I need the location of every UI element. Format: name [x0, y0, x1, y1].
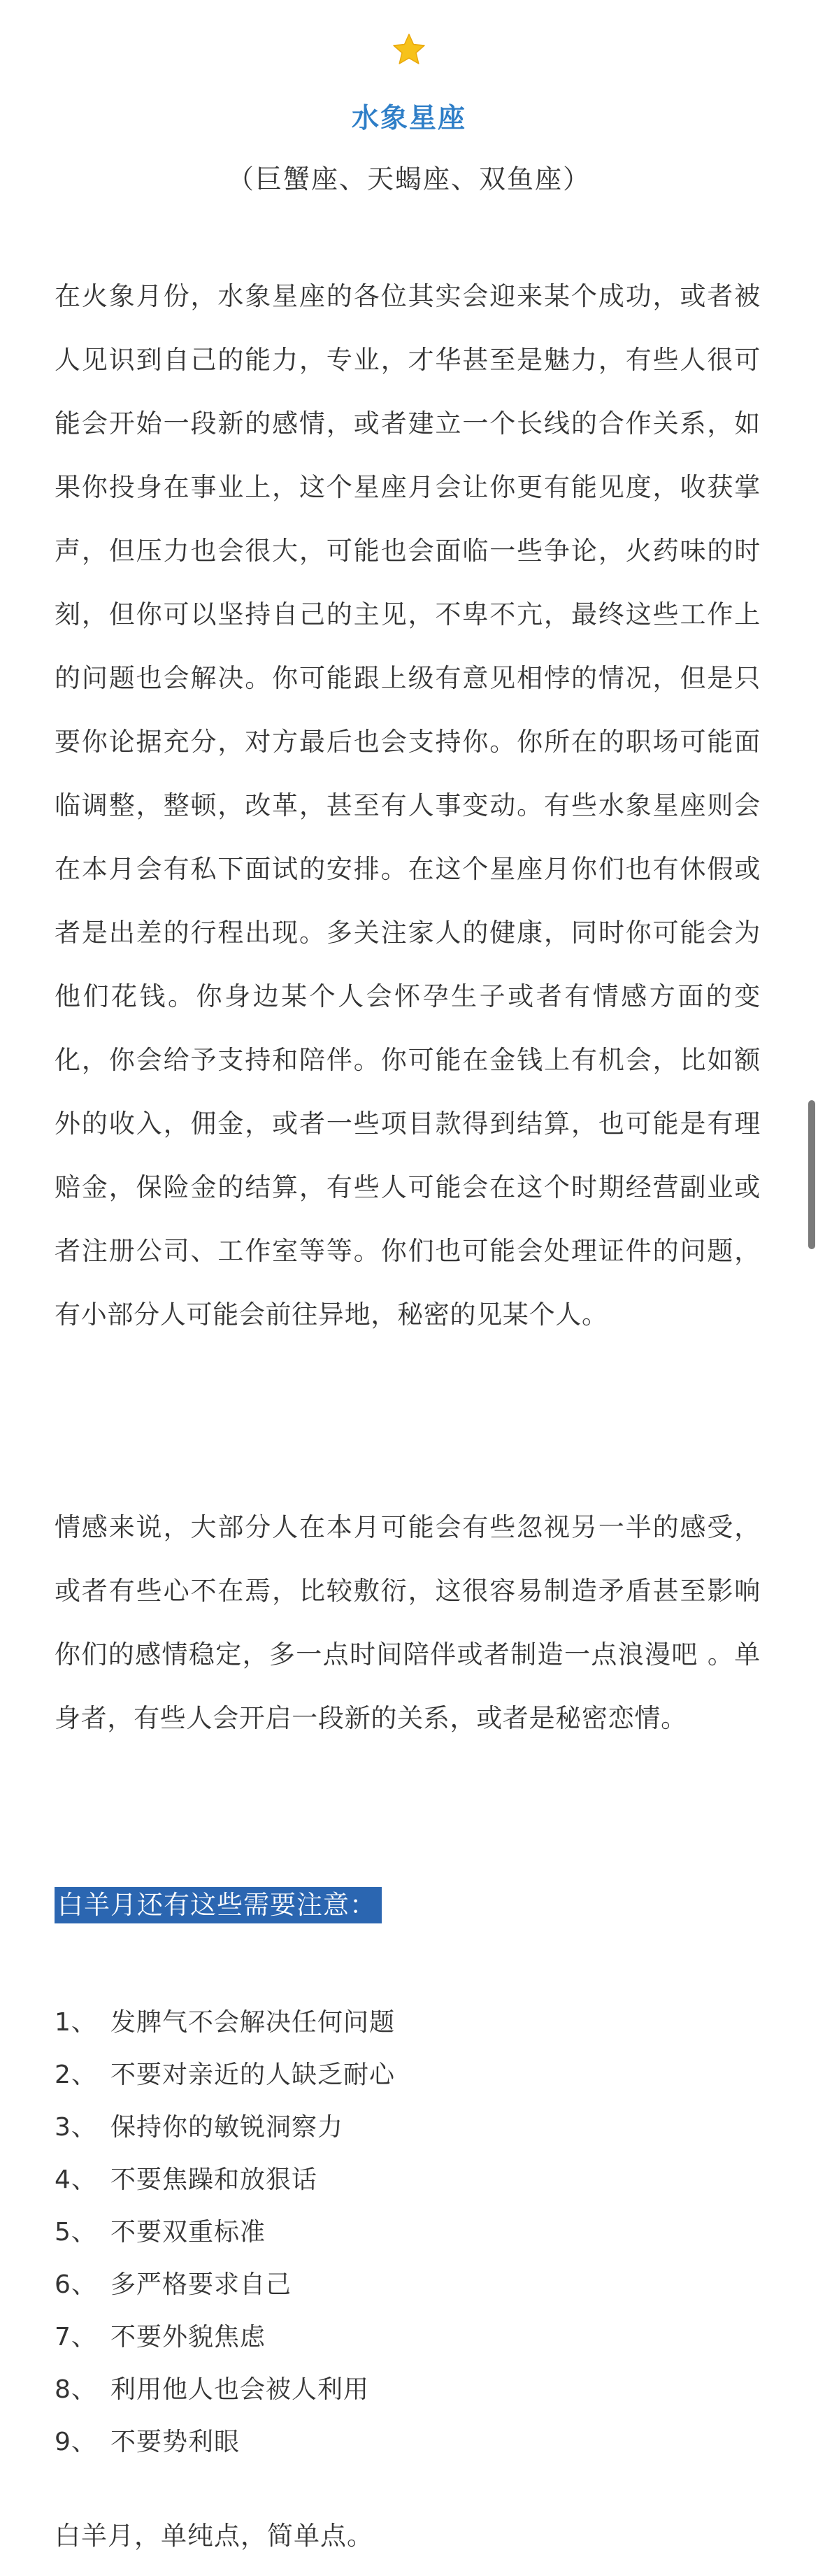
list-item-text: 不要焦躁和放狠话 [110, 2165, 318, 2194]
list-item-number: 6、 [55, 2270, 97, 2299]
list-item-number: 5、 [55, 2218, 97, 2247]
list-item-text: 不要双重标准 [110, 2218, 266, 2247]
list-item-number: 4、 [55, 2165, 97, 2194]
list-item [55, 2101, 395, 2154]
list-item [55, 2258, 395, 2311]
list-item-number: 1、 [55, 2008, 97, 2037]
closing-line: 白羊月，单纯点，简单点。 [55, 2521, 373, 2551]
article-subtitle: （巨蟹座、天蝎座、双鱼座） [227, 164, 591, 194]
star-icon [392, 32, 426, 67]
article-title: 水象星座 [351, 103, 466, 134]
list-item [55, 2154, 395, 2206]
list-item-text: 多严格要求自己 [110, 2270, 292, 2299]
tips-list [55, 1996, 395, 2468]
scrollbar-thumb[interactable] [808, 1100, 815, 1249]
list-item [55, 2206, 395, 2258]
list-item-number: 3、 [55, 2113, 97, 2142]
list-item-number: 9、 [55, 2428, 97, 2456]
list-item [55, 2416, 395, 2468]
list-item-text: 不要外貌焦虑 [110, 2323, 266, 2351]
list-item-text: 利用他人也会被人利用 [110, 2375, 370, 2404]
list-item [55, 2049, 395, 2101]
list-item [55, 2363, 395, 2416]
list-item-number: 8、 [55, 2375, 97, 2404]
notice-heading: 白羊月还有这些需要注意： [55, 1887, 382, 1923]
list-item-number: 2、 [55, 2061, 97, 2089]
list-item-text: 不要对亲近的人缺乏耐心 [110, 2061, 396, 2089]
body-paragraph-career: 在火象月份，水象星座的各位其实会迎来某个成功，或者被人见识到自己的能力，专业，才华甚至是魅力，有些人很可能会开始一段新的感情，或者建立一个长线的合作关系，如果你投身在事业上，这个星座月会让你更有能见度，收获掌声，但压力也会很大，可能也会面临一些争论，火药味的时刻，但你可以坚持自己的主见，不卑不亢，最终这些工作上的问题也会解决。你可能跟上级有意见相悖的情况，但是只要你论据充分，对方最后也会支持你。你所在的职场可能面临调整，整顿，改革，甚至有人事变动。有些水象星座则会在本月会有私下面试的安排。在这个星座月你们也有休假或者是出差的行程出现。多关注家人的健康，同时你可能会为他们花钱。你身边某个人会怀孕生子或者有情感方面的变化，你会给予支持和陪伴。你可能在金钱上有机会，比如额外的收入，佣金，或者一些项目款得到结算，也可能是有理赔金，保险金的结算，有些人可能会在这个时期经营副业或者注册公司、工作室等等。你们也可能会处理证件的问题，有小部分人可能会前往异地，秘密的见某个人。 [55, 281, 761, 1330]
list-item [55, 2311, 395, 2363]
list-item [55, 1996, 395, 2049]
list-item-number: 7、 [55, 2323, 97, 2351]
list-item-text: 发脾气不会解决任何问题 [110, 2008, 396, 2037]
list-item-text: 保持你的敏锐洞察力 [110, 2113, 344, 2142]
body-paragraph-love: 情感来说，大部分人在本月可能会有些忽视另一半的感受，或者有些心不在焉，比较敷衍，这很容易制造矛盾甚至影响你们的感情稳定，多一点时间陪伴或者制造一点浪漫吧 。单身者，有些人会开启一段新的关系，或者是秘密恋情。 [55, 1512, 761, 1733]
list-item-text: 不要势利眼 [110, 2428, 241, 2456]
